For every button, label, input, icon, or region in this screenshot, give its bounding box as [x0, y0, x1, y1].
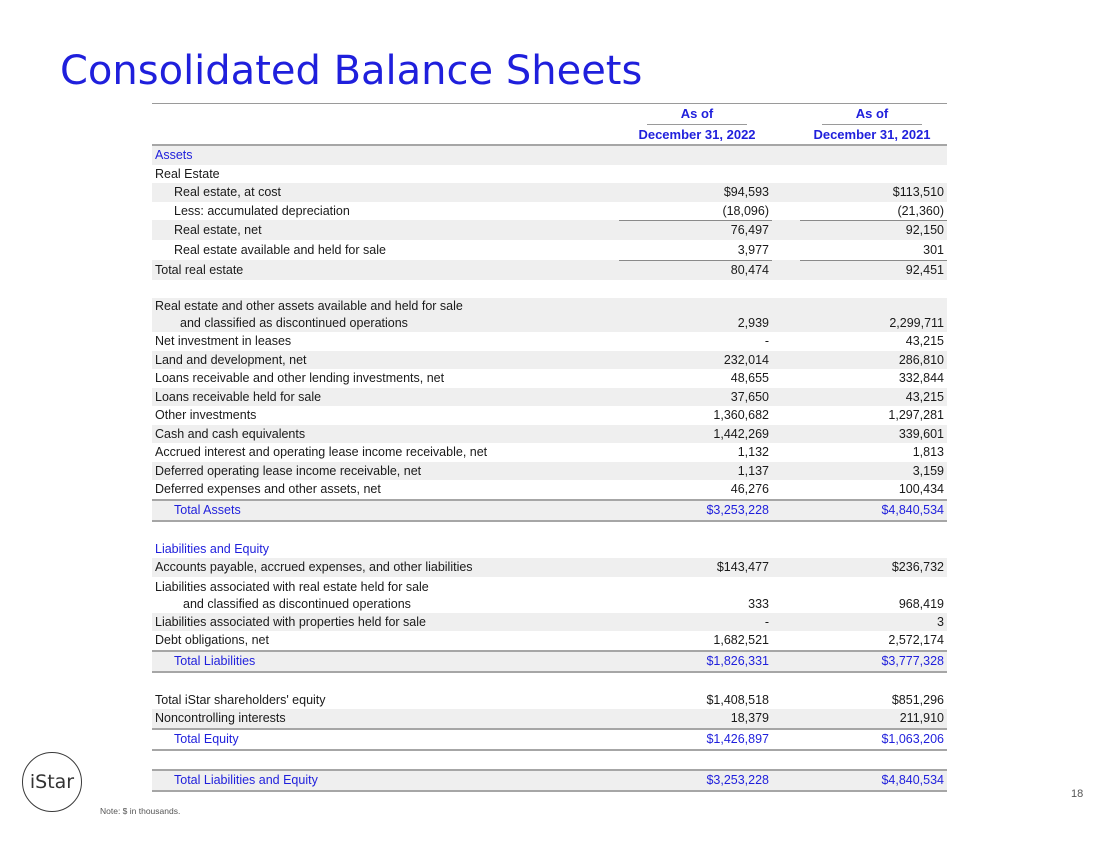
page-title: Consolidated Balance Sheets — [60, 48, 643, 94]
table-row-total-assets: Total Assets $3,253,228 $4,840,534 — [152, 499, 947, 522]
subsection-heading-real-estate: Real Estate — [155, 166, 220, 181]
table-row: Real estate, net 76,497 92,150 — [152, 220, 947, 240]
table-row: Total iStar shareholders' equity $1,408,518 $851,296 — [155, 692, 944, 707]
table-header — [152, 104, 947, 144]
section-heading-assets: Assets — [152, 146, 947, 165]
spacer — [152, 673, 947, 691]
table-row: Cash and cash equivalents 1,442,269 339,601 — [152, 425, 947, 444]
spacer — [152, 751, 947, 769]
istar-logo: iStar — [22, 752, 82, 812]
table-row: Real estate available and held for sale 3,977 301 — [174, 243, 944, 257]
table-row: Loans receivable and other lending investments, net 48,655 332,844 — [155, 371, 944, 385]
table-row: Liabilities associated with properties held for sale - 3 — [152, 613, 947, 632]
spacer — [152, 280, 947, 298]
table-row: Real estate and other assets available and held for sale and classified as discontinued operations 2,939 2,299,711 — [152, 298, 947, 332]
page-number: 18 — [1071, 788, 1084, 800]
table-row: Other investments 1,360,682 1,297,281 — [155, 408, 944, 422]
table-row-total-liabilities-equity: Total Liabilities and Equity $3,253,228 $4,840,534 — [152, 769, 947, 792]
table-row: Real estate, at cost $94,593 $113,510 — [152, 183, 947, 202]
table-row: Deferred operating lease income receivable, net 1,137 3,159 — [152, 462, 947, 481]
spacer — [152, 522, 947, 540]
table-row: Land and development, net 232,014 286,810 — [152, 351, 947, 370]
column-header-2022: As of December 31, 2022 — [638, 106, 756, 142]
table-row: Net investment in leases - 43,215 — [155, 334, 944, 348]
table-row: Debt obligations, net 1,682,521 2,572,174 — [155, 633, 944, 647]
table-row: Deferred expenses and other assets, net 46,276 100,434 — [155, 482, 944, 496]
table-row: Accrued interest and operating lease income receivable, net 1,132 1,813 — [155, 445, 944, 459]
table-row: Loans receivable held for sale 37,650 43,215 — [152, 388, 947, 407]
footnote: Note: $ in thousands. — [100, 806, 181, 816]
column-header-2021: As of December 31, 2021 — [813, 106, 931, 142]
table-row-total-real-estate: Total real estate 80,474 92,451 — [152, 260, 947, 280]
table-row: Less: accumulated depreciation (18,096) (21,360) — [174, 203, 944, 218]
table-row: Accounts payable, accrued expenses, and other liabilities $143,477 $236,732 — [152, 558, 947, 577]
table-row-total-liabilities: Total Liabilities $1,826,331 $3,777,328 — [152, 650, 947, 673]
balance-sheet-table — [152, 103, 947, 792]
table-row-total-equity: Total Equity $1,426,897 $1,063,206 — [152, 728, 947, 751]
table-row: Liabilities associated with real estate held for sale and classified as discontinued operations 333 968,419 — [155, 579, 944, 611]
table-row: Noncontrolling interests 18,379 211,910 — [152, 709, 947, 728]
section-heading-liabilities-equity: Liabilities and Equity — [155, 541, 269, 556]
